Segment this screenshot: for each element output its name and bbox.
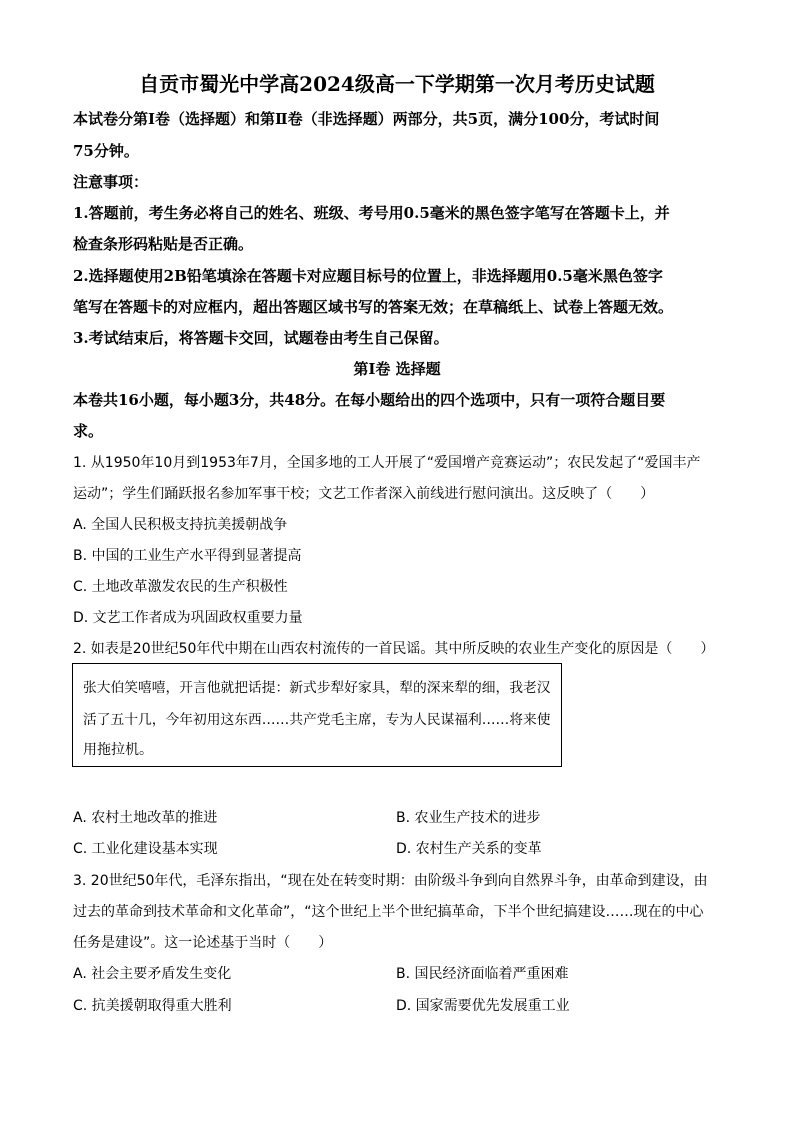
- q3-option-a: A. 社会主要矛盾发生变化: [73, 966, 232, 982]
- q3-option-c: C. 抗美援朝取得重大胜利: [73, 998, 232, 1014]
- q3-option-b: B. 国民经济面临着严重困难: [396, 966, 569, 982]
- q1-stem-line-2: 运动”；学生们踊跃报名参加军事干校；文艺工作者深入前线进行慰问演出。这反映了（ ）: [73, 486, 655, 502]
- intro-line-1: 本试卷分第Ⅰ卷（选择题）和第Ⅱ卷（非选择题）两部分，共5页，满分100分，考试时间: [73, 110, 660, 128]
- note-2-line-2: 笔写在答题卡的对应框内，超出答题区域书写的答案无效；在草稿纸上、试卷上答题无效。: [73, 298, 674, 316]
- note-1-line-1: 1.答题前，考生务必将自己的姓名、班级、考号用0.5毫米的黑色签字笔写在答题卡上，并: [73, 204, 670, 222]
- q1-option-c: C. 土地改革激发农民的生产积极性: [73, 579, 288, 595]
- section-1-heading: 第Ⅰ卷 选择题: [353, 360, 441, 378]
- q3-option-d: D. 国家需要优先发展重工业: [396, 998, 570, 1014]
- note-1-line-2: 检查条形码粘贴是否正确。: [73, 235, 254, 253]
- folk-song-quote-box: [72, 663, 562, 767]
- quote-line-2: 活了五十几，今年初用这东西……共产党毛主席，专为人民谋福利……将来使: [83, 712, 551, 728]
- q3-stem-line-3: 任务是建设”。这一论述基于当时（ ）: [73, 935, 333, 951]
- intro-line-2: 75分钟。: [73, 142, 139, 160]
- q2-stem: 2. 如表是20世纪50年代中期在山西农村流传的一首民谣。其中所反映的农业生产变化的原因是（ ）: [73, 641, 715, 657]
- q3-stem-line-1: 3. 20世纪50年代，毛泽东指出，“现在处在转变时期：由阶级斗争到向自然界斗争，由革命到建设，由: [73, 873, 708, 889]
- section-1-intro-line-2: 求。: [73, 422, 104, 440]
- q1-option-a: A. 全国人民积极支持抗美援朝战争: [73, 517, 288, 533]
- exam-title: 自贡市蜀光中学高2024级高一下学期第一次月考历史试题: [139, 72, 655, 96]
- section-1-intro-line-1: 本卷共16小题，每小题3分，共48分。在每小题给出的四个选项中，只有一项符合题目要: [73, 391, 666, 409]
- q3-stem-line-2: 过去的革命到技术革命和文化革命”，“这个世纪上半个世纪搞革命，下半个世纪搞建设……现在的中心: [73, 904, 704, 920]
- q1-option-b: B. 中国的工业生产水平得到显著提高: [73, 548, 302, 564]
- note-3: 3.考试结束后，将答题卡交回，试题卷由考生自己保留。: [73, 329, 449, 347]
- note-2-line-1: 2.选择题使用2B铅笔填涂在答题卡对应题目标号的位置上，非选择题用0.5毫米黑色签字: [73, 267, 663, 285]
- quote-line-3: 用拖拉机。: [83, 742, 153, 758]
- q2-option-d: D. 农村生产关系的变革: [396, 841, 542, 857]
- q2-option-c: C. 工业化建设基本实现: [73, 841, 218, 857]
- q1-option-d: D. 文艺工作者成为巩固政权重要力量: [73, 610, 303, 626]
- notes-heading: 注意事项：: [73, 173, 149, 191]
- q2-option-b: B. 农业生产技术的进步: [396, 810, 541, 826]
- q1-stem-line-1: 1. 从1950年10月到1953年7月，全国多地的工人开展了“爱国增产竞赛运动”；农民发起了“爱国丰产: [73, 455, 701, 471]
- quote-line-1: 张大伯笑嘻嘻，开言他就把话提：新式步犁好家具，犁的深来犁的细，我老汉: [83, 680, 551, 696]
- q2-option-a: A. 农村土地改革的推进: [73, 810, 218, 826]
